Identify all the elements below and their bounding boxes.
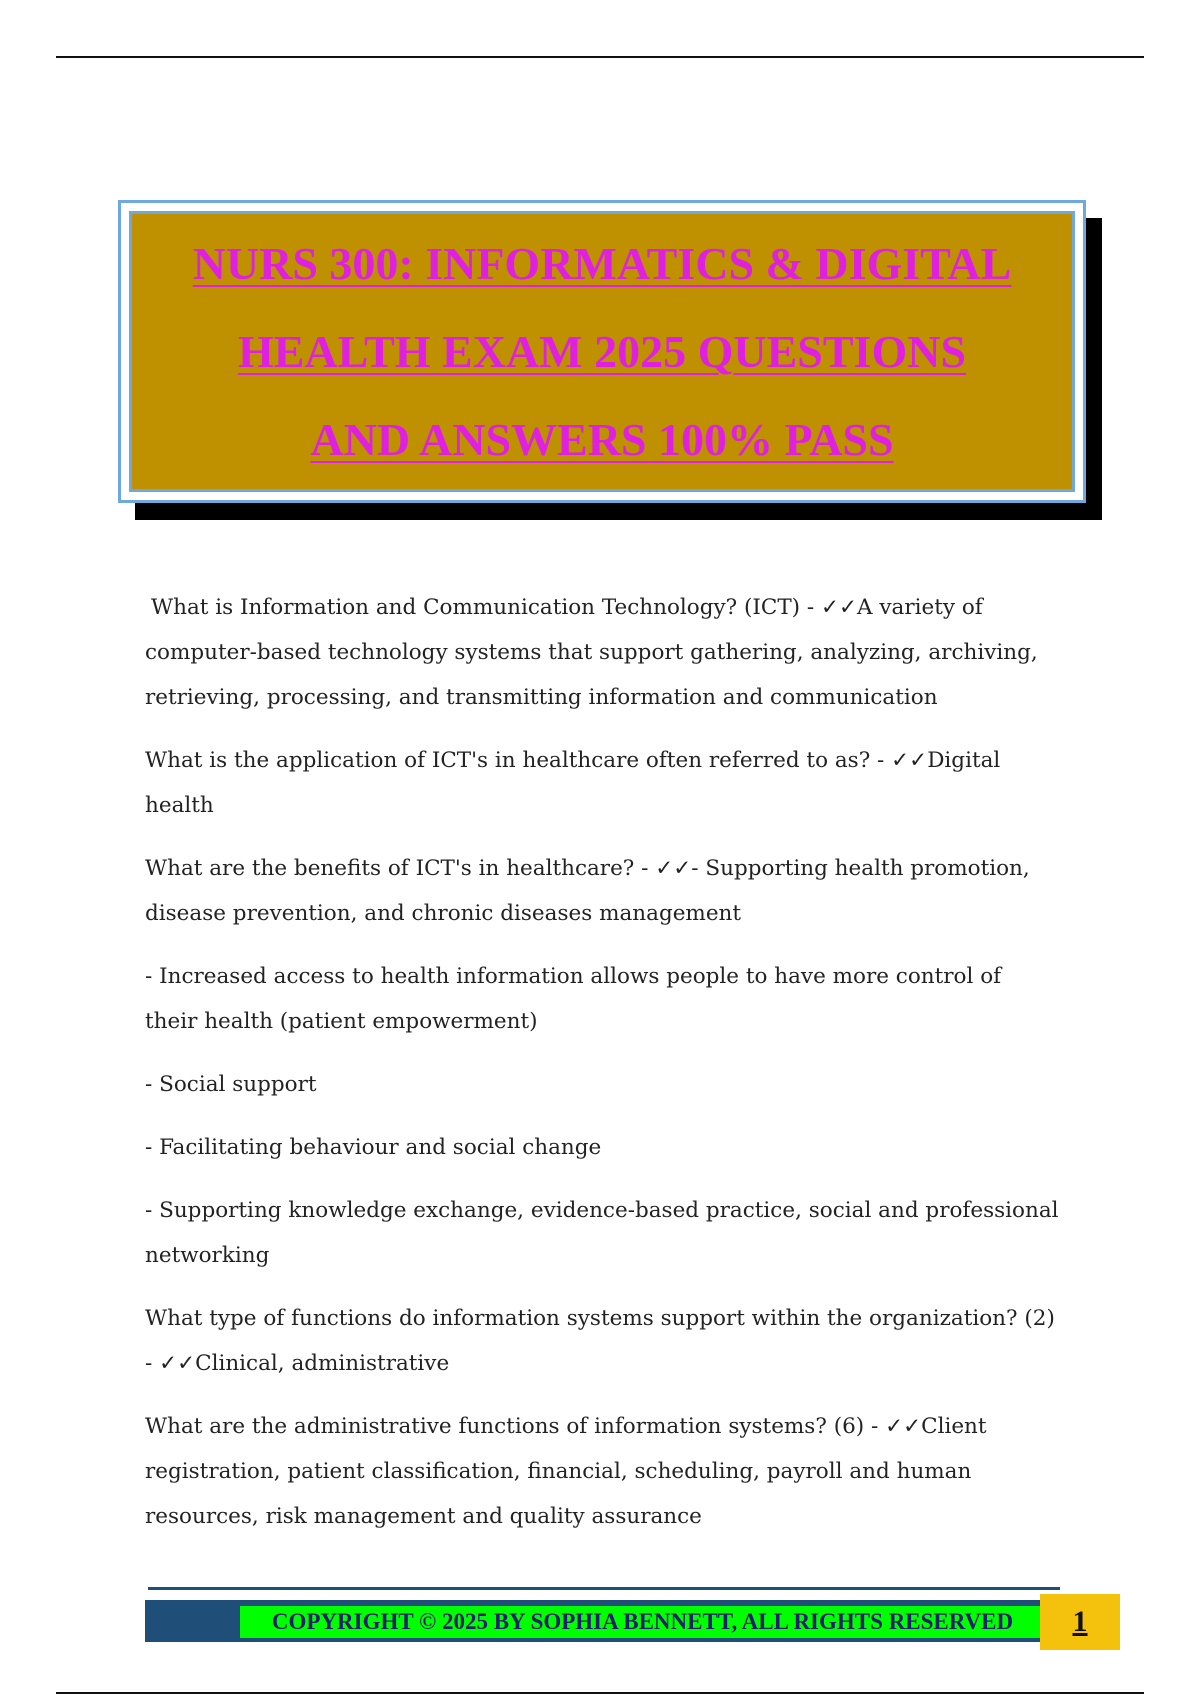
title-box [118,200,1086,503]
top-rule [56,56,1144,58]
page-number-box [1040,1594,1120,1650]
bottom-rule [56,1692,1144,1694]
qa-ict-definition: What is Information and Communication Technology? (ICT) - ✓✓A variety of computer-based technology systems that support gathering, analyzing, archiving, retrieving, processing, and transmitting information and communication [145,595,1038,710]
qa-administrative-functions: What are the administrative functions of information systems? (6) - ✓✓Client registration, patient classification, financial, scheduling, payroll and human resources, risk management and quality assurance [145,1414,987,1529]
page-number: 1 [1072,1605,1088,1638]
benefit-item-social-support: - Social support [145,1072,317,1097]
qa-digital-health: What is the application of ICT's in healthcare often referred to as? - ✓✓Digital health [145,748,1001,818]
title-line-2: HEALTH EXAM 2025 QUESTIONS [237,325,967,377]
title-line-1: NURS 300: INFORMATICS & DIGITAL [192,237,1012,289]
footer-rule [148,1587,1060,1590]
qa-benefits: What are the benefits of ICT's in healthcare? - ✓✓- Supporting health promotion, disease prevention, and chronic diseases management [145,856,1030,926]
title-line-3: AND ANSWERS 100% PASS [310,413,894,465]
benefit-item-access: - Increased access to health information allows people to have more control of their health (patient empowerment) [145,964,1002,1034]
copyright-text: COPYRIGHT © 2025 BY SOPHIA BENNETT, ALL RIGHTS RESERVED [271,1609,1014,1634]
footer-copyright-highlight [240,1606,1045,1638]
benefit-item-knowledge: - Supporting knowledge exchange, evidence-based practice, social and professional networking [145,1198,1059,1268]
document-body [145,585,1060,1557]
title-box-inner [129,211,1075,492]
qa-system-functions: What type of functions do information systems support within the organization? (2) - ✓✓Clinical, administrative [145,1306,1055,1376]
benefit-item-behaviour: - Facilitating behaviour and social change [145,1135,602,1160]
